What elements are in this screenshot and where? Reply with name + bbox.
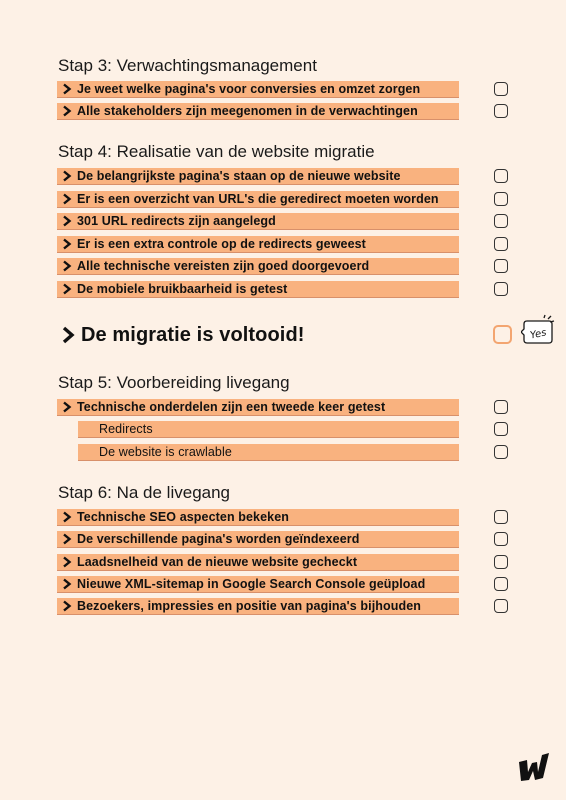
chevron-right-icon: [59, 236, 75, 253]
checklist-item-label: Je weet welke pagina's voor conversies en omzet zorgen: [77, 82, 421, 96]
brand-logo-icon: [518, 752, 550, 782]
checklist-item-label: Technische onderdelen zijn een tweede keer getest: [77, 400, 386, 414]
chevron-right-icon: [59, 554, 75, 571]
checkbox[interactable]: [494, 169, 508, 183]
checklist-item-label: Technische SEO aspecten bekeken: [77, 510, 289, 524]
chevron-right-icon: [59, 103, 75, 120]
milestone-checkbox[interactable]: [493, 325, 512, 344]
section-title-stap-4: Stap 4: Realisatie van de website migratie: [58, 142, 375, 161]
checklist-item: [57, 598, 459, 615]
checklist-subitem: [78, 444, 459, 461]
chevron-right-icon: [59, 258, 75, 275]
checkbox[interactable]: [494, 599, 508, 613]
checklist-item-label: Er is een overzicht van URL's die geredirect moeten worden: [77, 192, 439, 206]
checklist-item: [57, 399, 459, 416]
checklist-item: [57, 236, 459, 253]
checklist-item-label: De verschillende pagina's worden geïndexeerd: [77, 532, 360, 546]
chevron-right-icon: [59, 81, 75, 98]
chevron-right-icon: [59, 191, 75, 208]
checklist-item-label: Er is een extra controle op de redirects geweest: [77, 237, 366, 251]
checklist-item: [57, 191, 459, 208]
checklist-subitem-label: Redirects: [99, 422, 153, 436]
checkbox[interactable]: [494, 214, 508, 228]
checkbox[interactable]: [494, 282, 508, 296]
checkbox[interactable]: [494, 555, 508, 569]
yes-speech-bubble-icon: [521, 314, 555, 348]
checklist-item: [57, 258, 459, 275]
checkbox[interactable]: [494, 510, 508, 524]
checklist-item-label: De belangrijkste pagina's staan op de nieuwe website: [77, 169, 401, 183]
checkbox[interactable]: [494, 532, 508, 546]
chevron-right-icon: [59, 213, 75, 230]
yes-badge-text: Yes: [529, 327, 548, 342]
checkbox[interactable]: [494, 237, 508, 251]
checklist-item-label: Nieuwe XML-sitemap in Google Search Console geüpload: [77, 577, 426, 591]
checklist-item-label: 301 URL redirects zijn aangelegd: [77, 214, 276, 228]
checklist-item-label: Laadsnelheid van de nieuwe website gecheckt: [77, 555, 358, 569]
chevron-right-icon: [59, 576, 75, 593]
checkbox[interactable]: [494, 192, 508, 206]
milestone-label: De migratie is voltooid!: [81, 323, 305, 346]
checklist-item: [57, 554, 459, 571]
checklist-item-label: Alle stakeholders zijn meegenomen in de verwachtingen: [77, 104, 418, 118]
chevron-right-icon: [59, 399, 75, 416]
checklist-item: [57, 509, 459, 526]
checkbox[interactable]: [494, 104, 508, 118]
checkbox[interactable]: [494, 82, 508, 96]
chevron-right-icon: [59, 598, 75, 615]
checklist-item-label: Bezoekers, impressies en positie van pagina's bijhouden: [77, 599, 421, 613]
section-title-stap-3: Stap 3: Verwachtingsmanagement: [58, 56, 317, 75]
section-title-stap-5: Stap 5: Voorbereiding livegang: [58, 373, 290, 392]
chevron-right-icon: [59, 281, 75, 298]
checklist-item: [57, 531, 459, 548]
checklist-item-label: Alle technische vereisten zijn goed doorgevoerd: [77, 259, 370, 273]
checklist-item: [57, 81, 459, 98]
checklist-item: [57, 168, 459, 185]
chevron-right-icon: [59, 168, 75, 185]
checklist-subitem: [78, 421, 459, 438]
checkbox[interactable]: [494, 445, 508, 459]
chevron-right-icon: [59, 531, 75, 548]
checkbox[interactable]: [494, 259, 508, 273]
checklist-item: [57, 281, 459, 298]
checkbox[interactable]: [494, 577, 508, 591]
milestone-heading: [57, 322, 305, 348]
checklist-subitem-label: De website is crawlable: [99, 445, 232, 459]
checklist-item: [57, 103, 459, 120]
checklist-item: [57, 576, 459, 593]
section-title-stap-6: Stap 6: Na de livegang: [58, 483, 231, 502]
checklist-item-label: De mobiele bruikbaarheid is getest: [77, 282, 288, 296]
checkbox[interactable]: [494, 400, 508, 414]
chevron-right-icon: [59, 509, 75, 526]
chevron-right-icon: [59, 322, 77, 348]
checklist-item: [57, 213, 459, 230]
checkbox[interactable]: [494, 422, 508, 436]
